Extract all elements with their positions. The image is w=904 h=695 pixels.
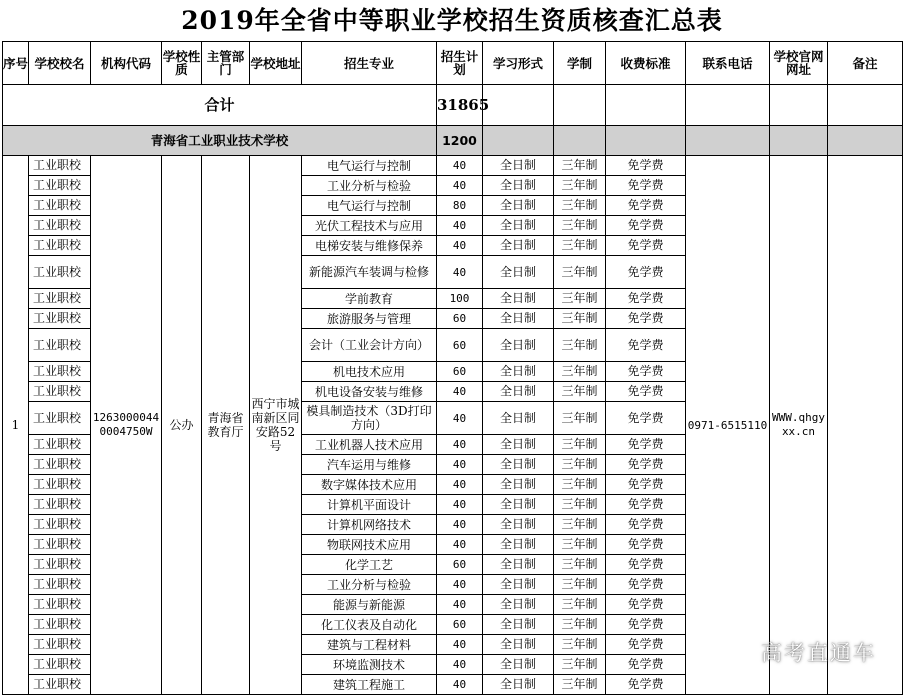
plan-cell: 40 — [437, 655, 483, 675]
duration-cell: 三年制 — [554, 675, 606, 695]
study-form-cell: 全日制 — [483, 635, 554, 655]
school-short-name: 工业职校 — [29, 535, 91, 555]
school-short-name: 工业职校 — [29, 455, 91, 475]
major-cell: 物联网技术应用 — [302, 535, 437, 555]
school-summary-row — [3, 126, 903, 156]
header-remark: 备注 — [828, 42, 903, 85]
header-seq: 序号 — [3, 42, 29, 85]
fee-cell: 免学费 — [606, 435, 686, 455]
fee-cell: 免学费 — [606, 329, 686, 362]
major-cell: 机电技术应用 — [302, 362, 437, 382]
study-form-cell: 全日制 — [483, 382, 554, 402]
plan-cell: 60 — [437, 362, 483, 382]
school-short-name: 工业职校 — [29, 216, 91, 236]
study-form-cell: 全日制 — [483, 495, 554, 515]
study-form-cell: 全日制 — [483, 655, 554, 675]
fee-cell: 免学费 — [606, 595, 686, 615]
total-row — [3, 85, 903, 126]
fee-cell: 免学费 — [606, 615, 686, 635]
school-plan: 1200 — [437, 126, 483, 156]
school-short-name: 工业职校 — [29, 675, 91, 695]
plan-cell: 60 — [437, 329, 483, 362]
duration-cell: 三年制 — [554, 196, 606, 216]
study-form-cell: 全日制 — [483, 535, 554, 555]
duration-cell: 三年制 — [554, 555, 606, 575]
school-short-name: 工业职校 — [29, 595, 91, 615]
duration-cell: 三年制 — [554, 595, 606, 615]
school-short-name: 工业职校 — [29, 495, 91, 515]
plan-cell: 60 — [437, 555, 483, 575]
fee-cell: 免学费 — [606, 362, 686, 382]
duration-cell: 三年制 — [554, 515, 606, 535]
table-row — [3, 156, 903, 176]
duration-cell: 三年制 — [554, 156, 606, 176]
major-cell: 环境监测技术 — [302, 655, 437, 675]
duration-cell: 三年制 — [554, 362, 606, 382]
fee-cell: 免学费 — [606, 535, 686, 555]
major-cell: 化工仪表及自动化 — [302, 615, 437, 635]
study-form-cell: 全日制 — [483, 595, 554, 615]
duration-cell: 三年制 — [554, 455, 606, 475]
school-short-name: 工业职校 — [29, 515, 91, 535]
duration-cell: 三年制 — [554, 309, 606, 329]
header-study-form: 学习形式 — [483, 42, 554, 85]
study-form-cell: 全日制 — [483, 362, 554, 382]
plan-cell: 40 — [437, 595, 483, 615]
study-form-cell: 全日制 — [483, 329, 554, 362]
major-cell: 建筑工程施工 — [302, 675, 437, 695]
study-form-cell: 全日制 — [483, 475, 554, 495]
major-cell: 会计（工业会计方向） — [302, 329, 437, 362]
major-cell: 能源与新能源 — [302, 595, 437, 615]
enrollment-table — [2, 41, 903, 695]
school-short-name: 工业职校 — [29, 156, 91, 176]
plan-cell: 80 — [437, 196, 483, 216]
study-form-cell: 全日制 — [483, 435, 554, 455]
nature-cell: 公办 — [162, 156, 202, 695]
plan-cell: 40 — [437, 635, 483, 655]
plan-cell: 40 — [437, 402, 483, 435]
header-address: 学校地址 — [250, 42, 302, 85]
plan-cell: 60 — [437, 615, 483, 635]
fee-cell: 免学费 — [606, 675, 686, 695]
authority-cell: 青海省教育厅 — [202, 156, 250, 695]
plan-cell: 40 — [437, 236, 483, 256]
header-plan: 招生计划 — [437, 42, 483, 85]
total-label: 合计 — [3, 85, 437, 126]
school-short-name: 工业职校 — [29, 575, 91, 595]
plan-cell: 40 — [437, 455, 483, 475]
fee-cell: 免学费 — [606, 475, 686, 495]
header-website: 学校官网网址 — [770, 42, 828, 85]
header-org-code: 机构代码 — [91, 42, 162, 85]
header-nature: 学校性质 — [162, 42, 202, 85]
plan-cell: 40 — [437, 176, 483, 196]
major-cell: 电气运行与控制 — [302, 196, 437, 216]
plan-cell: 60 — [437, 309, 483, 329]
fee-cell: 免学费 — [606, 309, 686, 329]
fee-cell: 免学费 — [606, 236, 686, 256]
duration-cell: 三年制 — [554, 535, 606, 555]
plan-cell: 40 — [437, 256, 483, 289]
school-short-name: 工业职校 — [29, 402, 91, 435]
duration-cell: 三年制 — [554, 475, 606, 495]
study-form-cell: 全日制 — [483, 156, 554, 176]
major-cell: 模具制造技术（3D打印方向） — [302, 402, 437, 435]
plan-cell: 40 — [437, 675, 483, 695]
school-short-name: 工业职校 — [29, 615, 91, 635]
duration-cell: 三年制 — [554, 176, 606, 196]
major-cell: 化学工艺 — [302, 555, 437, 575]
duration-cell: 三年制 — [554, 655, 606, 675]
major-cell: 电梯安装与维修保养 — [302, 236, 437, 256]
school-short-name: 工业职校 — [29, 329, 91, 362]
major-cell: 建筑与工程材料 — [302, 635, 437, 655]
major-cell: 工业分析与检验 — [302, 575, 437, 595]
study-form-cell: 全日制 — [483, 575, 554, 595]
fee-cell: 免学费 — [606, 655, 686, 675]
plan-cell: 40 — [437, 495, 483, 515]
major-cell: 电气运行与控制 — [302, 156, 437, 176]
school-short-name: 工业职校 — [29, 362, 91, 382]
major-cell: 新能源汽车装调与检修 — [302, 256, 437, 289]
duration-cell: 三年制 — [554, 402, 606, 435]
fee-cell: 免学费 — [606, 515, 686, 535]
duration-cell: 三年制 — [554, 256, 606, 289]
phone-cell: 0971-6515110 — [686, 156, 770, 695]
study-form-cell: 全日制 — [483, 455, 554, 475]
study-form-cell: 全日制 — [483, 236, 554, 256]
fee-cell: 免学费 — [606, 216, 686, 236]
plan-cell: 100 — [437, 289, 483, 309]
duration-cell: 三年制 — [554, 575, 606, 595]
study-form-cell: 全日制 — [483, 216, 554, 236]
fee-cell: 免学费 — [606, 455, 686, 475]
fee-cell: 免学费 — [606, 555, 686, 575]
plan-cell: 40 — [437, 382, 483, 402]
major-cell: 工业分析与检验 — [302, 176, 437, 196]
school-short-name: 工业职校 — [29, 655, 91, 675]
school-short-name: 工业职校 — [29, 382, 91, 402]
study-form-cell: 全日制 — [483, 402, 554, 435]
header-phone: 联系电话 — [686, 42, 770, 85]
fee-cell: 免学费 — [606, 495, 686, 515]
org-code-cell: 12630000440004750W — [91, 156, 162, 695]
plan-cell: 40 — [437, 435, 483, 455]
duration-cell: 三年制 — [554, 435, 606, 455]
website-cell: WWW.qhgyxx.cn — [770, 156, 828, 695]
school-short-name: 工业职校 — [29, 475, 91, 495]
study-form-cell: 全日制 — [483, 555, 554, 575]
address-cell: 西宁市城南新区同安路52号 — [250, 156, 302, 695]
plan-cell: 40 — [437, 535, 483, 555]
major-cell: 计算机网络技术 — [302, 515, 437, 535]
header-school-name: 学校校名 — [29, 42, 91, 85]
fee-cell: 免学费 — [606, 196, 686, 216]
school-short-name: 工业职校 — [29, 435, 91, 455]
plan-cell: 40 — [437, 575, 483, 595]
remark-cell — [828, 156, 903, 695]
fee-cell: 免学费 — [606, 176, 686, 196]
major-cell: 汽车运用与维修 — [302, 455, 437, 475]
school-short-name: 工业职校 — [29, 236, 91, 256]
school-short-name: 工业职校 — [29, 289, 91, 309]
school-name: 青海省工业职业技术学校 — [3, 126, 437, 156]
fee-cell: 免学费 — [606, 635, 686, 655]
major-cell: 机电设备安装与维修 — [302, 382, 437, 402]
study-form-cell: 全日制 — [483, 675, 554, 695]
study-form-cell: 全日制 — [483, 196, 554, 216]
fee-cell: 免学费 — [606, 382, 686, 402]
major-cell: 计算机平面设计 — [302, 495, 437, 515]
major-cell: 工业机器人技术应用 — [302, 435, 437, 455]
fee-cell: 免学费 — [606, 575, 686, 595]
plan-cell: 40 — [437, 475, 483, 495]
fee-cell: 免学费 — [606, 156, 686, 176]
duration-cell: 三年制 — [554, 382, 606, 402]
duration-cell: 三年制 — [554, 216, 606, 236]
total-plan: 31865 — [437, 85, 483, 126]
duration-cell: 三年制 — [554, 289, 606, 309]
school-short-name: 工业职校 — [29, 256, 91, 289]
school-short-name: 工业职校 — [29, 196, 91, 216]
fee-cell: 免学费 — [606, 402, 686, 435]
study-form-cell: 全日制 — [483, 176, 554, 196]
study-form-cell: 全日制 — [483, 256, 554, 289]
major-cell: 学前教育 — [302, 289, 437, 309]
header-authority: 主管部门 — [202, 42, 250, 85]
duration-cell: 三年制 — [554, 635, 606, 655]
plan-cell: 40 — [437, 515, 483, 535]
duration-cell: 三年制 — [554, 495, 606, 515]
study-form-cell: 全日制 — [483, 289, 554, 309]
major-cell: 光伏工程技术与应用 — [302, 216, 437, 236]
major-cell: 旅游服务与管理 — [302, 309, 437, 329]
school-short-name: 工业职校 — [29, 635, 91, 655]
school-short-name: 工业职校 — [29, 555, 91, 575]
page-title: 2019年全省中等职业学校招生资质核查汇总表 — [181, 6, 723, 35]
major-cell: 数字媒体技术应用 — [302, 475, 437, 495]
study-form-cell: 全日制 — [483, 309, 554, 329]
study-form-cell: 全日制 — [483, 615, 554, 635]
plan-cell: 40 — [437, 156, 483, 176]
fee-cell: 免学费 — [606, 289, 686, 309]
duration-cell: 三年制 — [554, 236, 606, 256]
duration-cell: 三年制 — [554, 329, 606, 362]
fee-cell: 免学费 — [606, 256, 686, 289]
study-form-cell: 全日制 — [483, 515, 554, 535]
header-row — [3, 42, 903, 85]
plan-cell: 40 — [437, 216, 483, 236]
header-fee: 收费标准 — [606, 42, 686, 85]
header-duration: 学制 — [554, 42, 606, 85]
header-major: 招生专业 — [302, 42, 437, 85]
school-short-name: 工业职校 — [29, 309, 91, 329]
seq-cell: 1 — [3, 156, 29, 695]
duration-cell: 三年制 — [554, 615, 606, 635]
school-short-name: 工业职校 — [29, 176, 91, 196]
watermark: 高考直通车 — [761, 641, 876, 665]
